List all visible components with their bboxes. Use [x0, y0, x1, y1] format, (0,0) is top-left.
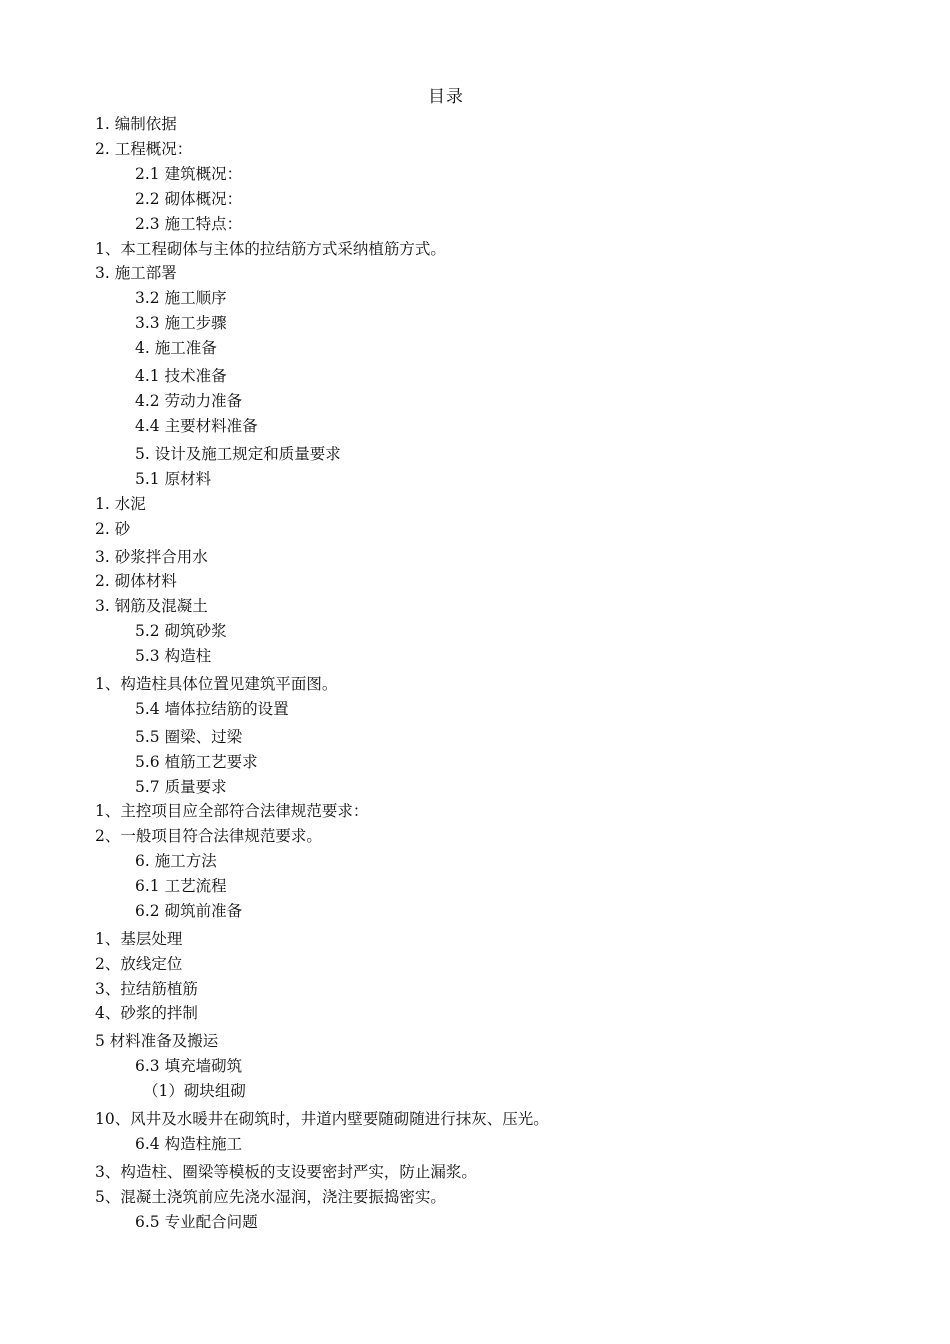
toc-entry: 5.3 构造柱: [135, 647, 212, 665]
toc-entry: 4.2 劳动力准备: [135, 392, 243, 410]
toc-entry: 5、混凝土浇筑前应先浇水湿润，浇注要振捣密实。: [95, 1188, 446, 1206]
toc-entry: 4. 施工准备: [135, 339, 217, 357]
toc-entry: 2. 砌体材料: [95, 572, 177, 590]
toc-entry: 2.2 砌体概况：: [135, 190, 243, 208]
toc-entry: 6. 施工方法: [135, 852, 217, 870]
toc-entry: 5.1 原材料: [135, 470, 212, 488]
toc-entry: 3.2 施工顺序: [135, 289, 227, 307]
toc-entry: 5.7 质量要求: [135, 778, 227, 796]
toc-entry: 4.1 技术准备: [135, 367, 227, 385]
toc-entry: 3、拉结筋植筋: [95, 980, 198, 998]
toc-entry: 3、构造柱、圈梁等模板的支设要密封严实，防止漏浆。: [95, 1163, 477, 1181]
toc-entry: 2、一般项目符合法律规范要求。: [95, 827, 322, 845]
toc-entry: 3. 钢筋及混凝土: [95, 597, 208, 615]
toc-entry: 3.3 施工步骤: [135, 314, 227, 332]
toc-entry: 6.5 专业配合问题: [135, 1213, 258, 1231]
toc-title: 目录: [428, 87, 464, 107]
toc-entry: 3. 施工部署: [95, 264, 177, 282]
toc-entry: 5.2 砌筑砂浆: [135, 622, 227, 640]
toc-entry: 4、砂浆的拌制: [95, 1004, 198, 1022]
toc-entry: 6.2 砌筑前准备: [135, 902, 243, 920]
toc-entry: （1）砌块组砌: [143, 1082, 246, 1100]
toc-entry: 10、风井及水暖井在砌筑时，井道内壁要随砌随进行抹灰、压光。: [95, 1110, 549, 1128]
toc-entry: 2. 砂: [95, 520, 131, 538]
toc-entry: 6.4 构造柱施工: [135, 1135, 243, 1153]
toc-entry: 3. 砂浆拌合用水: [95, 548, 208, 566]
toc-entry: 5 材料准备及搬运: [95, 1032, 219, 1050]
toc-entry: 1、本工程砌体与主体的拉结筋方式采纳植筋方式。: [95, 240, 446, 258]
toc-entry: 2、放线定位: [95, 955, 183, 973]
toc-entry: 5.6 植筋工艺要求: [135, 753, 258, 771]
toc-entry: 2.1 建筑概况：: [135, 165, 243, 183]
toc-entry: 2. 工程概况：: [95, 140, 193, 158]
toc-entry: 2.3 施工特点：: [135, 215, 243, 233]
toc-entry: 1、基层处理: [95, 930, 183, 948]
toc-entry: 6.3 填充墙砌筑: [135, 1057, 243, 1075]
toc-entry: 1、主控项目应全部符合法律规范要求：: [95, 802, 369, 820]
toc-entry: 1、构造柱具体位置见建筑平面图。: [95, 675, 338, 693]
toc-entry: 5.4 墙体拉结筋的设置: [135, 700, 289, 718]
toc-entry: 5. 设计及施工规定和质量要求: [135, 445, 341, 463]
toc-entry: 1. 编制依据: [95, 115, 177, 133]
toc-entry: 5.5 圈梁、过梁: [135, 728, 243, 746]
toc-entry: 4.4 主要材料准备: [135, 417, 258, 435]
toc-entry: 6.1 工艺流程: [135, 877, 227, 895]
toc-entry: 1. 水泥: [95, 495, 146, 513]
